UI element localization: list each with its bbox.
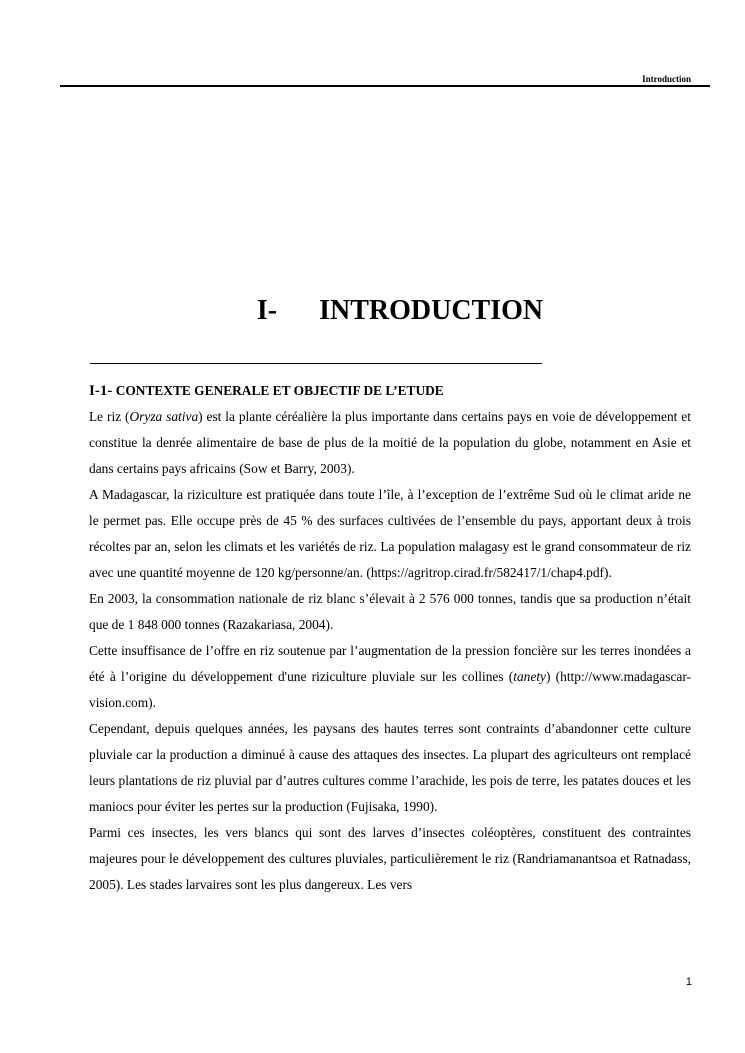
chapter-title-text: INTRODUCTION <box>319 295 544 326</box>
running-header: Introduction <box>642 74 691 84</box>
paragraph-4-text-a: Cette insuffisance de l’offre en riz soutenue par l’augmentation de la pression foncière sur les terres inondées a été à l’origine du développement d'une riziculture pluviale sur les collines ( <box>89 643 691 684</box>
paragraph-1 <box>89 404 691 482</box>
chapter-title <box>0 295 745 327</box>
paragraph-6: Parmi ces insectes, les vers blancs qui sont des larves d’insectes coléoptères, constituent des contraintes majeures pour le développement des cultures pluviales, particulièrement le riz (Randriamanantsoa et Ratnadass, 2005). Les stades larvaires sont les plus dangereux. Les vers <box>89 825 691 892</box>
body-text <box>89 378 691 898</box>
section-title: CONTEXTE GENERALE ET OBJECTIF DE L’ETUDE <box>115 383 444 398</box>
paragraph-1-text-a: Le riz ( <box>89 409 130 424</box>
species-name: Oryza sativa <box>129 409 199 424</box>
paragraph-5: Cependant, depuis quelques années, les paysans des hautes terres sont contraints d’abandonner cette culture pluviale car la production a diminué à cause des attaques des insectes. La plupart des agriculteurs ont remplacé leurs plantations de riz pluvial par d’autres cultures comme l’arachide, les pois de terre, les patates douces et les maniocs pour éviter les pertes sur la production (Fujisaka, 1990). <box>89 721 691 814</box>
section-number: I-1- <box>89 383 113 399</box>
paragraph-4-text-b: ) (http://www.madagascar-vision.com). <box>89 669 691 710</box>
paragraph-4 <box>89 638 691 716</box>
local-term: tanety <box>513 669 546 684</box>
chapter-title-rule <box>90 363 542 364</box>
paragraph-3: En 2003, la consommation nationale de riz blanc s’élevait à 2 576 000 tonnes, tandis que sa production n’était que de 1 848 000 tonnes (Razakariasa, 2004). <box>89 591 691 632</box>
paragraph-2: A Madagascar, la riziculture est pratiquée dans toute l’île, à l’exception de l’extrême Sud où le climat aride ne le permet pas. Elle occupe près de 45 % des surfaces cultivées de l’ensemble du pays, apportant deux à trois récoltes par an, selon les climats et les variétés de riz. La population malagasy est le grand consommateur de riz avec une quantité moyenne de 120 kg/personne/an. (https://agritrop.cirad.fr/582417/1/chap4.pdf). <box>89 487 691 580</box>
page-number: 1 <box>685 976 692 988</box>
chapter-number: I- <box>256 295 278 326</box>
section-heading <box>89 378 691 404</box>
paragraph-1-text-b: ) est la plante céréalière la plus importante dans certains pays en voie de développement et constitue la denrée alimentaire de base de plus de la moitié de la population du globe, notamment en Asie et dans certains pays africains (Sow et Barry, 2003). <box>89 409 691 476</box>
header-rule <box>60 85 710 87</box>
